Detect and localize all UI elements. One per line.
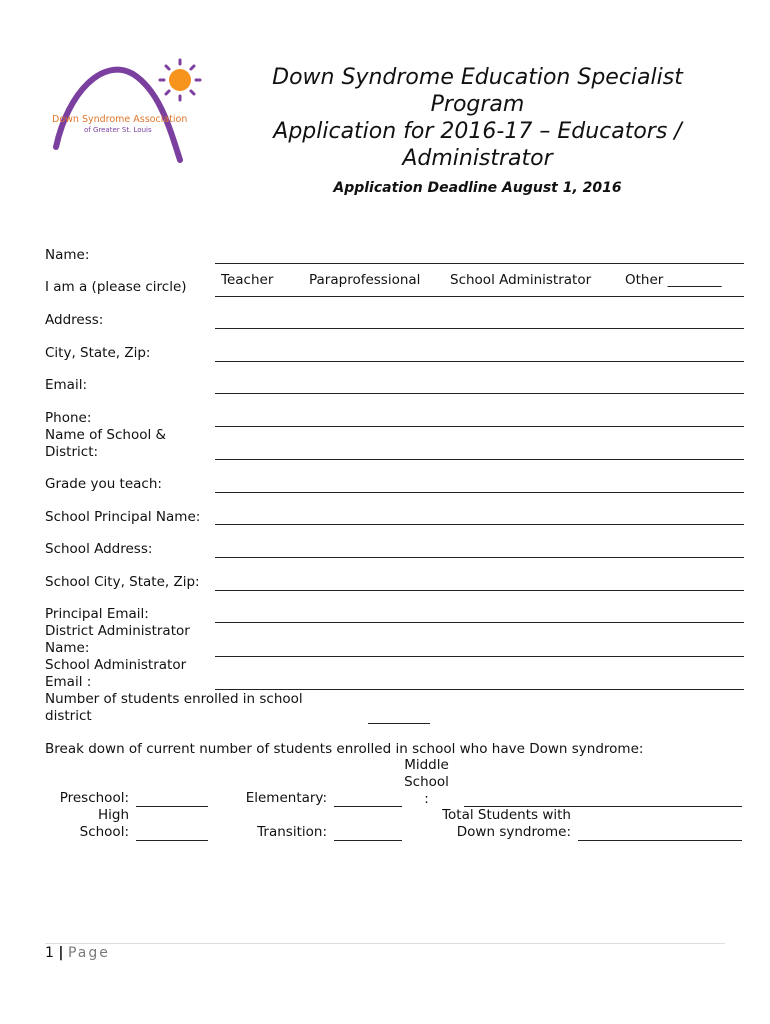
document-title <box>235 64 720 172</box>
school-address-label: School Address: <box>45 541 153 557</box>
label-line: School <box>404 774 449 790</box>
page-number: 1 <box>45 945 54 961</box>
footer-separator: | <box>58 945 64 961</box>
school-admin-email-field[interactable] <box>215 689 744 690</box>
school-city-label: School City, State, Zip: <box>45 574 200 590</box>
students-enrolled-label <box>45 691 303 725</box>
phone-field[interactable] <box>215 426 744 427</box>
logo-name: Down Syndrome Association <box>52 114 188 125</box>
title-line: Administrator <box>402 146 553 171</box>
label-line: Number of students enrolled in school <box>45 691 303 707</box>
label-line: Middle <box>404 757 449 773</box>
title-line: Down Syndrome Education Specialist <box>272 65 683 90</box>
principal-email-field[interactable] <box>215 622 744 623</box>
city-state-zip-label: City, State, Zip: <box>45 345 151 361</box>
label-line: Email : <box>45 674 92 690</box>
district-admin-label <box>45 623 190 657</box>
name-label: Name: <box>45 247 90 263</box>
logo-graphic <box>48 52 208 172</box>
principal-name-label: School Principal Name: <box>45 509 201 525</box>
label-line: district <box>45 708 92 724</box>
total-students-field[interactable] <box>578 840 742 841</box>
label-line: Total Students with <box>442 807 571 823</box>
role-option-school-administrator[interactable]: School Administrator <box>450 272 592 288</box>
breakdown-intro: Break down of current number of students enrolled in school who have Down syndrome: <box>45 741 644 757</box>
label-line: : <box>424 791 429 807</box>
school-district-label <box>45 427 166 461</box>
title-line: Program <box>430 92 525 117</box>
name-field[interactable] <box>215 263 744 264</box>
label-line: Down syndrome: <box>456 824 571 840</box>
label-line: School: <box>79 824 129 840</box>
role-rule <box>215 296 744 297</box>
label-line: District Administrator <box>45 623 190 639</box>
total-students-label <box>425 807 571 841</box>
email-label: Email: <box>45 377 88 393</box>
high-school-label <box>45 807 129 841</box>
email-field[interactable] <box>215 393 744 394</box>
transition-field[interactable] <box>334 840 402 841</box>
high-school-field[interactable] <box>136 840 208 841</box>
principal-email-label: Principal Email: <box>45 606 149 622</box>
address-field[interactable] <box>215 328 744 329</box>
city-state-zip-field[interactable] <box>215 361 744 362</box>
organization-logo <box>48 52 208 172</box>
grade-label: Grade you teach: <box>45 476 162 492</box>
logo-subtitle: of Greater St. Louis <box>84 126 152 134</box>
school-address-field[interactable] <box>215 557 744 558</box>
school-city-field[interactable] <box>215 590 744 591</box>
preschool-label: Preschool: <box>59 790 129 806</box>
role-option-paraprofessional[interactable]: Paraprofessional <box>309 272 421 288</box>
phone-label: Phone: <box>45 410 92 426</box>
title-line: Application for 2016-17 – Educators / <box>273 119 682 144</box>
label-line: Name: <box>45 640 90 656</box>
principal-name-field[interactable] <box>215 524 744 525</box>
label-line: High <box>97 807 129 823</box>
footer-divider <box>45 943 725 944</box>
label-line: Name of School & <box>45 427 167 443</box>
page-word: Page <box>67 945 110 961</box>
role-label: I am a (please circle) <box>45 279 187 295</box>
role-option-other[interactable]: Other ________ <box>625 272 722 288</box>
students-enrolled-field[interactable] <box>368 723 430 724</box>
elementary-label: Elementary: <box>245 790 327 806</box>
label-line: School Administrator <box>45 657 187 673</box>
school-district-field[interactable] <box>215 459 744 460</box>
application-deadline: Application Deadline August 1, 2016 <box>333 180 622 196</box>
school-admin-email-label <box>45 657 186 691</box>
address-label: Address: <box>45 312 104 328</box>
role-option-teacher[interactable]: Teacher <box>221 272 274 288</box>
transition-label: Transition: <box>257 824 327 840</box>
elementary-field[interactable] <box>334 806 402 807</box>
district-admin-field[interactable] <box>215 656 744 657</box>
label-line: District: <box>45 444 99 460</box>
middle-school-label <box>395 757 458 808</box>
grade-field[interactable] <box>215 492 744 493</box>
preschool-field[interactable] <box>136 806 208 807</box>
page-footer <box>45 945 110 961</box>
